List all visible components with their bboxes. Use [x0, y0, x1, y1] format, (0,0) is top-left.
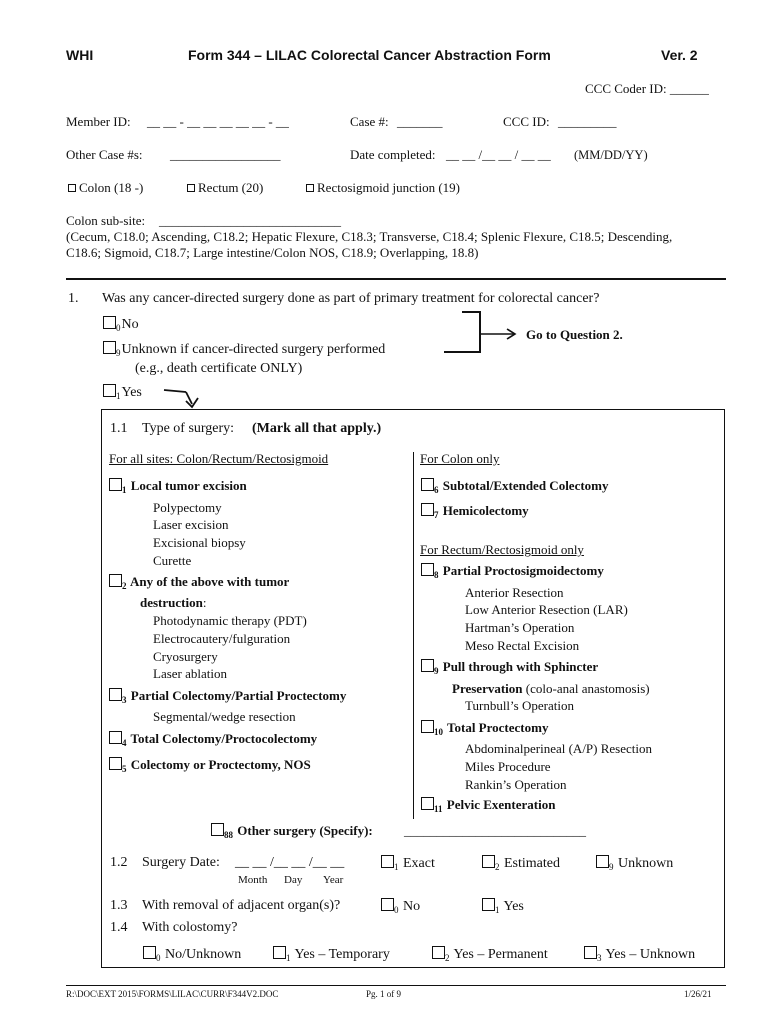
site-option-rectosigmoid[interactable]: Rectosigmoid junction (19) [306, 180, 460, 196]
surgery-sub-item: Photodynamic therapy (PDT) [153, 613, 307, 628]
q1-1-label: Type of surgery: [142, 421, 235, 436]
checkbox-icon [109, 574, 122, 587]
q1-number: 1. [68, 291, 79, 306]
surgery-option-7[interactable]: $_7$ Hemicolectomy [421, 503, 529, 519]
q1-2-number: 1.2 [110, 855, 128, 870]
surgery-option-3[interactable]: $_3$ Partial Colectomy/Partial Proctectomy [109, 688, 346, 704]
column-divider [413, 452, 414, 819]
q1-question: Was any cancer-directed surgery done as part of primary treatment for colorectal cancer? [102, 291, 600, 306]
colon-subsite-desc-2: C18.6; Sigmoid, C18.7; Large intestine/Colon NOS, C18.9; Overlapping, 18.8) [66, 245, 479, 260]
surgery-option-10[interactable]: $_{10}$ Total Proctectomy [421, 720, 548, 736]
surgery-option-4[interactable]: $_4$ Total Colectomy/Proctocolectomy [109, 731, 317, 747]
colon-subsite-desc-1: (Cecum, C18.0; Ascending, C18.2; Hepatic Flexure, C18.3; Transverse, C18.4; Splenic Flexure, C18.5; Descending, [66, 229, 673, 244]
checkbox-icon [143, 946, 156, 959]
q1-4-number: 1.4 [110, 920, 128, 935]
q1-2-label: Surgery Date: [142, 855, 220, 870]
checkbox-icon [103, 341, 116, 354]
date-format-hint: (MM/DD/YY) [574, 148, 648, 162]
other-surgery-specify-field[interactable]: ____________________________ [404, 823, 586, 838]
checkbox-icon [421, 720, 434, 733]
all-sites-heading: For all sites: Colon/Rectum/Rectosigmoid [109, 451, 329, 466]
colon-subsite-label: Colon sub-site: [66, 213, 146, 228]
surgery-sub-item: Laser ablation [153, 666, 227, 681]
colostomy-option-0[interactable]: $_0$ No/Unknown [143, 946, 241, 963]
date-option-exact[interactable]: $_1$ Exact [381, 855, 435, 872]
checkbox-icon [103, 384, 116, 397]
checkbox-icon [187, 184, 195, 192]
checkbox-icon [109, 757, 122, 770]
checkbox-icon [211, 823, 224, 836]
q1-3-number: 1.3 [110, 898, 128, 913]
form-title: Form 344 – LILAC Colorectal Cancer Abstraction Form [188, 47, 551, 63]
q1-unknown-note: (e.g., death certificate ONLY) [135, 361, 303, 376]
form-version: Ver. 2 [661, 47, 698, 63]
checkbox-icon [103, 316, 116, 329]
checkbox-icon [109, 478, 122, 491]
footer-page: Pg. 1 of 9 [366, 989, 402, 999]
date-month-caption: Month [238, 874, 268, 886]
q1-3-label: With removal of adjacent organ(s)? [142, 898, 341, 913]
other-case-label: Other Case #s: [66, 147, 143, 162]
date-day-caption: Day [284, 874, 303, 886]
surgery-sub-item: Meso Rectal Excision [465, 638, 580, 653]
surgery-sub-item: Miles Procedure [465, 759, 551, 774]
checkbox-icon [432, 946, 445, 959]
checkbox-icon [421, 478, 434, 491]
date-option-unknown[interactable]: $_9$ Unknown [596, 855, 673, 872]
ccc-id-label: CCC ID: [503, 114, 550, 129]
checkbox-icon [421, 563, 434, 576]
q1-1-number: 1.1 [110, 421, 128, 436]
ccc-id-field[interactable]: _________ [558, 114, 617, 129]
date-completed-label: Date completed: [350, 147, 436, 162]
q1-goto-text: Go to Question 2. [526, 327, 623, 342]
adjacent-organ-option-yes[interactable]: $_1$ Yes [482, 898, 524, 915]
case-field[interactable]: _______ [397, 114, 443, 129]
surgery-option-11[interactable]: $_{11}$ Pelvic Exenteration [421, 797, 555, 813]
checkbox-icon [482, 898, 495, 911]
surgery-sub-item: Excisional biopsy [153, 535, 246, 550]
surgery-sub-item: Hartman’s Operation [465, 620, 575, 635]
footer-date: 1/26/21 [684, 989, 712, 999]
surgery-option-88[interactable]: $_{88}$ Other surgery (Specify): [211, 823, 373, 839]
surgery-option-5[interactable]: $_5$ Colectomy or Proctectomy, NOS [109, 757, 311, 773]
surgery-option-8[interactable]: $_8$ Partial Proctosigmoidectomy [421, 563, 604, 579]
checkbox-icon [273, 946, 286, 959]
checkbox-icon [306, 184, 314, 192]
colostomy-option-3[interactable]: $_3$ Yes – Unknown [584, 946, 695, 963]
surgery-option-1[interactable]: $_1$ Local tumor excision [109, 478, 247, 494]
checkbox-icon [381, 855, 394, 868]
form-org: WHI [66, 47, 94, 63]
surgery-option-2-line2: destruction: [140, 595, 207, 610]
goto-bracket-arrow-icon [440, 310, 520, 358]
surgery-sub-item: Low Anterior Resection (LAR) [465, 602, 628, 617]
footer-rule [66, 985, 726, 986]
rectum-only-heading: For Rectum/Rectosigmoid only [420, 542, 584, 557]
surgery-sub-item: Electrocautery/fulguration [153, 631, 291, 646]
q1-option-yes[interactable]: $_1$Yes [103, 384, 142, 401]
surgery-sub-item: Turnbull’s Operation [465, 698, 574, 713]
checkbox-icon [596, 855, 609, 868]
surgery-sub-item: Laser excision [153, 517, 229, 532]
coder-id-field[interactable]: CCC Coder ID: ______ [585, 81, 709, 96]
q1-option-unknown[interactable]: $_9$Unknown if cancer-directed surgery performed [103, 341, 385, 358]
section-divider [66, 278, 726, 280]
surgery-option-2[interactable]: $_2$ Any of the above with tumor [109, 574, 289, 590]
other-case-field[interactable]: _________________ [170, 147, 281, 162]
colon-only-heading: For Colon only [420, 451, 500, 466]
surgery-sub-item: Segmental/wedge resection [153, 709, 296, 724]
surgery-option-9-line2: Preservation (colo-anal anastomosis) [452, 681, 650, 696]
colostomy-option-2[interactable]: $_2$ Yes – Permanent [432, 946, 548, 963]
surgery-sub-item: Anterior Resection [465, 585, 564, 600]
surgery-sub-item: Abdominalperineal (A/P) Resection [465, 741, 653, 756]
surgery-sub-item: Cryosurgery [153, 649, 218, 664]
site-option-rectum[interactable]: Rectum (20) [187, 180, 263, 196]
checkbox-icon [421, 503, 434, 516]
checkbox-icon [421, 797, 434, 810]
surgery-sub-item: Rankin’s Operation [465, 777, 567, 792]
date-completed-field[interactable]: __ __ /__ __ / __ __ [446, 147, 551, 162]
yes-continue-arrow-icon [162, 386, 206, 410]
surgery-option-9[interactable]: $_9$ Pull through with Sphincter [421, 659, 598, 675]
surgery-sub-item: Curette [153, 553, 192, 568]
checkbox-icon [584, 946, 597, 959]
q1-4-label: With colostomy? [142, 920, 238, 935]
footer-path: R:\DOC\EXT 2015\FORMS\LILAC\CURR\F344V2.DOC [66, 989, 279, 999]
checkbox-icon [381, 898, 394, 911]
colon-subsite-field[interactable]: ____________________________ [159, 213, 341, 228]
checkbox-icon [421, 659, 434, 672]
checkbox-icon [109, 731, 122, 744]
checkbox-icon [68, 184, 76, 192]
case-label: Case #: [350, 114, 389, 129]
adjacent-organ-option-no[interactable]: $_0$ No [381, 898, 420, 915]
surgery-date-field[interactable]: __ __ /__ __ /__ __ [235, 855, 345, 870]
surgery-option-6[interactable]: $_6$ Subtotal/Extended Colectomy [421, 478, 609, 494]
checkbox-icon [482, 855, 495, 868]
member-id-field[interactable]: __ __ - __ __ __ __ __ - __ [147, 114, 289, 129]
site-option-colon[interactable]: Colon (18 -) [68, 180, 143, 196]
q1-1-instruction: (Mark all that apply.) [252, 421, 382, 436]
q1-option-no[interactable]: $_0$No [103, 316, 139, 333]
date-option-estimated[interactable]: $_2$ Estimated [482, 855, 560, 872]
checkbox-icon [109, 688, 122, 701]
member-id-label: Member ID: [66, 114, 131, 129]
colostomy-option-1[interactable]: $_1$ Yes – Temporary [273, 946, 390, 963]
surgery-sub-item: Polypectomy [153, 500, 222, 515]
date-year-caption: Year [323, 874, 344, 886]
